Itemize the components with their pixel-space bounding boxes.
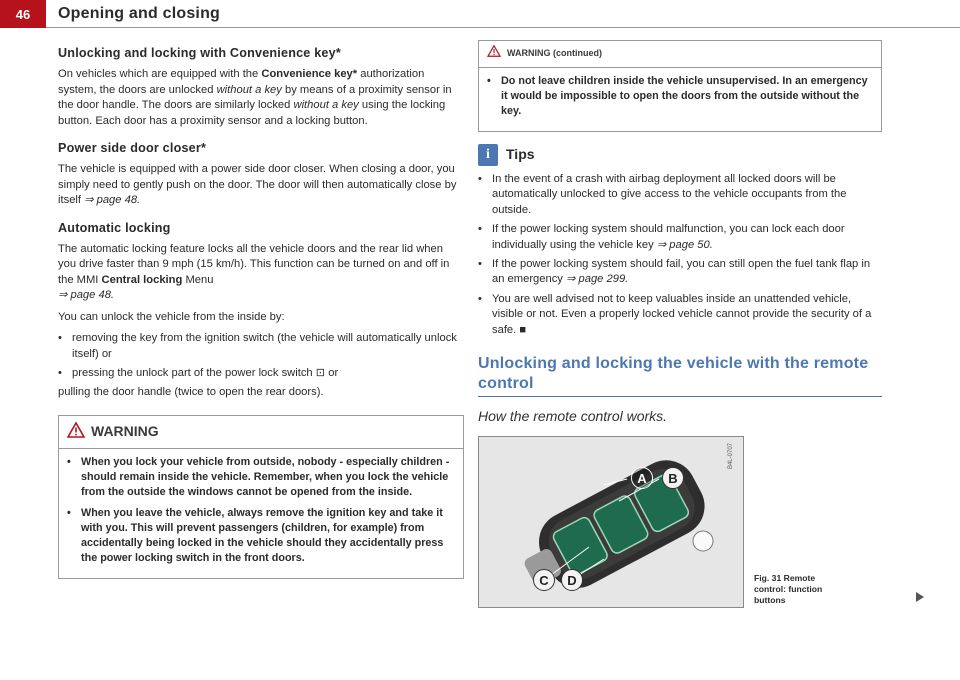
list-item: • Do not leave children inside the vehicle unsupervised. In an emergency it would be impossible to open the doors from the outside without the key. [487, 75, 868, 117]
list-item: • When you leave the vehicle, always remove the ignition key and take it with you. This will prevent passengers (children, for example) from accidentally being locked in the vehicle should they accidentally press the power locking switch in the front doors. [67, 506, 444, 564]
tips-header: i Tips [478, 144, 882, 166]
warning-header: WARNING (continued) [479, 41, 881, 67]
figure-caption: Fig. 31 Remote control: function buttons [754, 573, 823, 606]
convenience-key-paragraph: On vehicles which are equipped with the Convenience key* authorization system, the doors are unlocked without a key by means of a proximity sensor in the door handle. The doors are similarly locked without a key using the locking button. Each door has a proximity sensor and a locking button. [58, 68, 452, 127]
convenience-key-heading: Unlocking and locking with Convenience key* [58, 46, 341, 60]
pull-handle-text: pulling the door handle (twice to open the rear doors). [58, 386, 324, 399]
automatic-locking-paragraph: The automatic locking feature locks all the vehicle doors and the rear lid when you drive faster than 9 mph (15 km/h). This function can be turned on and off in the MMI Central locking Menu ⇒ page 48. [58, 243, 450, 302]
remote-key-illustration [479, 437, 743, 607]
page-ref-link[interactable]: ⇒ page 299. [566, 273, 629, 286]
list-item: • If the power locking system should fail, you can still open the fuel tank flap in an emergency ⇒ page 299. [478, 258, 871, 286]
warning-body [479, 67, 881, 131]
list-item: • If the power locking system should malfunction, you can lock each door individually using the vehicle key ⇒ page 50. [478, 223, 845, 251]
section-rule [478, 396, 882, 397]
warning-box [58, 415, 464, 579]
header-rule [46, 27, 960, 28]
list-item: • When you lock your vehicle from outside, nobody - especially children - should remain inside the vehicle. Remember, when you lock the vehicle from the outside the windows cannot be opened from the inside. [67, 455, 450, 498]
warning-header: WARNING [59, 416, 463, 448]
page-number: 46 [0, 0, 46, 28]
section-intro: How the remote control works. [478, 408, 668, 425]
warning-triangle-icon [67, 422, 85, 441]
page-ref-link[interactable]: ⇒ page 48. [58, 289, 115, 302]
door-closer-paragraph: The vehicle is equipped with a power side door closer. When closing a door, you simply need to gently push on the door. The door will then automatically close by itself ⇒ page 48. [58, 163, 457, 207]
next-page-arrow-icon[interactable] [916, 592, 924, 602]
warning-body [59, 448, 463, 578]
list-item: • In the event of a crash with airbag deployment all locked doors will be automatically unlocked to give access to the vehicle occupants from the outside. [478, 173, 847, 216]
page-ref-link[interactable]: ⇒ page 48. [84, 194, 141, 207]
figure-callout-a: A [631, 467, 653, 489]
list-item: • You are well advised not to keep valuables inside an unattended vehicle, visible or not. Even a properly locked vehicle cannot provide the security of a safe. ■ [478, 292, 872, 336]
left-column [58, 40, 464, 579]
figure-block [478, 436, 882, 608]
unlock-inside-intro: You can unlock the vehicle from the inside by: [58, 310, 285, 323]
right-column [478, 40, 882, 608]
list-item: • pressing the unlock part of the power lock switch ⊡ or [58, 366, 339, 379]
figure-code: B4L-0707 [727, 443, 734, 470]
section-title: Unlocking and locking the vehicle with the remote control [478, 355, 869, 393]
figure-callout-b: B [662, 467, 684, 489]
page-header-title: Opening and closing [58, 5, 221, 22]
page-ref-link[interactable]: ⇒ page 50. [656, 238, 713, 251]
warning-triangle-icon [487, 45, 501, 62]
figure-callout-c: C [533, 569, 555, 591]
list-item: • removing the key from the ignition switch (the vehicle will automatically unlock itself) or [58, 332, 457, 360]
door-closer-heading: Power side door closer* [58, 141, 207, 156]
info-icon: i [478, 144, 498, 166]
remote-control-figure [478, 436, 744, 608]
warning-box-continued [478, 40, 882, 132]
figure-callout-d: D [561, 569, 583, 591]
automatic-locking-heading: Automatic locking [58, 220, 171, 235]
